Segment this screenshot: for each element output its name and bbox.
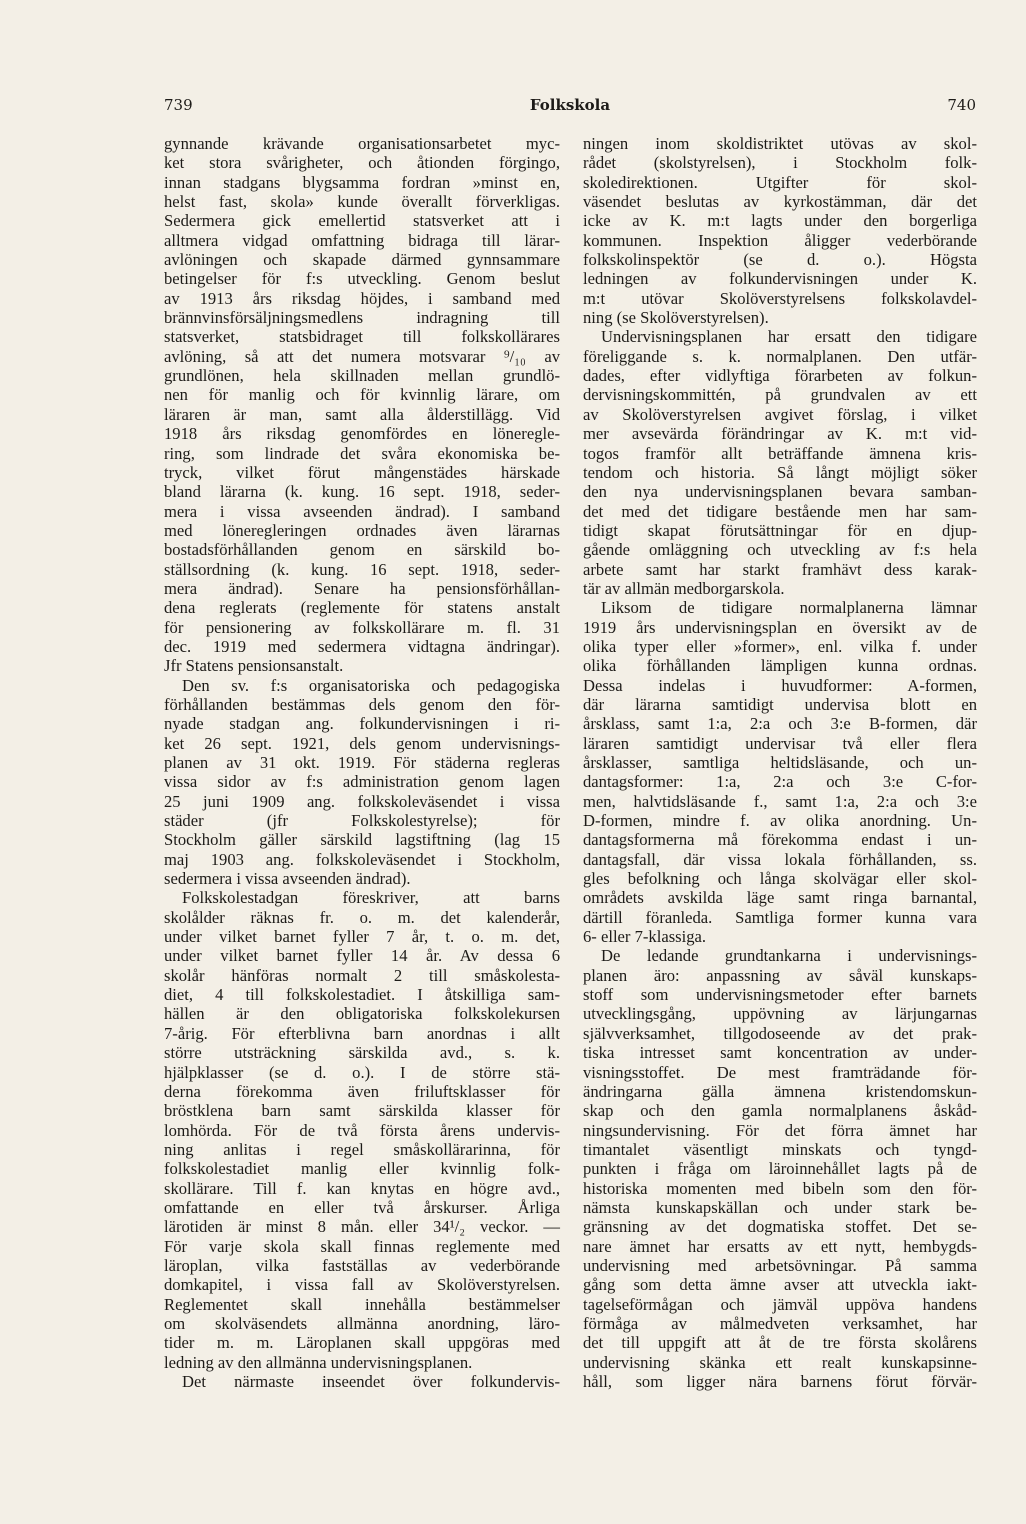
right-column-line: dantagsfall, där vissa lokala förhållanden, ss. bbox=[583, 849, 977, 869]
right-column-line: dervisningskommittén, på grundvalen av ett bbox=[583, 385, 977, 405]
right-column-line: gles befolkning och långa skolvägar eller skol- bbox=[583, 869, 977, 889]
right-column-line: men, halvtidsläsande f., samt 1:a, 2:a och 3:e bbox=[583, 791, 977, 811]
right-column-line: ning (se Skolöverstyrelsen). bbox=[583, 308, 769, 328]
left-column-line: nyade stadgan ang. folkundervisningen i ri- bbox=[164, 714, 560, 734]
left-column-line: städer (jfr Folkskolestyrelse); för bbox=[164, 811, 560, 831]
left-column-line: alltmera vidgad omfattning bidraga till lärar- bbox=[164, 230, 560, 250]
left-column-line: läraren är man, samt alla ålderstillägg. Vid bbox=[164, 404, 560, 424]
right-column-line: 1919 års undervisningsplan en översikt av de bbox=[583, 617, 977, 637]
right-column-line: Liksom de tidigare normalplanerna lämnar bbox=[601, 598, 977, 618]
left-column-line: betingelser för f:s utveckling. Genom beslut bbox=[164, 269, 560, 289]
right-column-line: gång som detta ämne avser att utveckla iakt- bbox=[583, 1275, 977, 1295]
left-column-line: ning anlitas i regel småskollärarinna, för bbox=[164, 1139, 560, 1159]
left-column-line: folkskolestadiet manlig eller kvinnlig folk- bbox=[164, 1159, 560, 1179]
right-column-line: förmåga av målmedveten verksamhet, har bbox=[583, 1313, 977, 1333]
right-column-line: ningen inom skoldistriktet utövas av skol- bbox=[583, 134, 977, 153]
left-column-line: större utsträckning särskilda avd., s. k. bbox=[164, 1043, 560, 1063]
left-column-line: mera ändrad). Senare ha pensionsförhållan- bbox=[164, 578, 560, 598]
right-column-line: visningsstoffet. De mest framträdande för- bbox=[583, 1062, 977, 1082]
right-column-line: dantagsformerna må förekomma endast i un- bbox=[583, 830, 977, 850]
left-column-line: hällen är den obligatoriska folkskolekursen bbox=[164, 1004, 560, 1024]
right-column-line: skoledirektionen. Utgifter för skol- bbox=[583, 172, 977, 192]
left-column-line: avlöningen och skapade därmed gynnsammare bbox=[164, 250, 560, 270]
left-column-line: Jfr Statens pensionsanstalt. bbox=[164, 656, 344, 676]
left-column-line: planen av 31 okt. 1919. För städerna regleras bbox=[164, 753, 560, 772]
left-column-line: Den sv. f:s organisatoriska och pedagogiska bbox=[182, 675, 560, 695]
left-column-line: av 1913 års riksdag höjdes, i samband med bbox=[164, 288, 560, 308]
right-column-line: väsendet beslutas av kyrkostämman, där det bbox=[583, 192, 977, 212]
left-column-line: ställsordning (k. kung. 16 sept. 1918, seder- bbox=[164, 559, 560, 579]
right-column-line: ningsundervisning. För det förra ämnet har bbox=[583, 1120, 977, 1140]
right-column-line: årsklasser, samtliga heltidsläsande, och un- bbox=[583, 753, 977, 772]
right-column-line: planen äro: anpassning av såväl kunskaps- bbox=[583, 965, 977, 985]
right-column-line: tagelseförmågan och jämväl uppöva handens bbox=[583, 1294, 977, 1314]
left-column-line: ring, som lindrade det svåra ekonomiska be- bbox=[164, 443, 560, 463]
right-column-line: De ledande grundtankarna i undervisnings- bbox=[601, 946, 977, 966]
left-column-line: för pensionering av folkskollärare m. fl. 31 bbox=[164, 617, 560, 637]
right-column-line: olika förhållanden lämpligen kunna ordnas. bbox=[583, 656, 977, 676]
left-column-line: brännvinsförsäljningsmedlens indragning till bbox=[164, 308, 560, 328]
left-column-line: ket stora svårigheter, och åtionden förgingo, bbox=[164, 153, 560, 173]
right-column-line: ledningen av folkundervisningen under K. bbox=[583, 269, 977, 289]
right-column-line: arbete samt har starkt framhävt dess karak- bbox=[583, 559, 977, 579]
left-column-line: läroplan, vilka fastställas av vederbörande bbox=[164, 1255, 560, 1275]
right-column-line: olika typer eller »former», enl. vilka f. under bbox=[583, 636, 977, 656]
left-text-column bbox=[164, 134, 560, 1391]
right-column-line: nare ämnet har ersatts av ett nytt, hembygds- bbox=[583, 1236, 977, 1256]
left-column-line: förhållanden bestämmas dels genom den för- bbox=[164, 694, 560, 714]
right-column-line: nämsta kunskapskällan och under stark be- bbox=[583, 1197, 977, 1217]
page-number-left: 739 bbox=[164, 96, 193, 114]
right-column-line: årsklass, samt 1:a, 2:a och 3:e B-formen, där bbox=[583, 714, 977, 734]
right-column-line: D-formen, mindre f. av olika anordning. Un- bbox=[583, 811, 977, 831]
left-column-line: skolår hänföras normalt 2 till småskolesta- bbox=[164, 965, 560, 985]
page-header bbox=[164, 96, 976, 120]
left-column-line: domkapitel, i vissa fall av Skolöverstyrelsen. bbox=[164, 1275, 560, 1295]
left-column-line: 25 juni 1909 ang. folkskoleväsendet i vissa bbox=[164, 791, 560, 811]
right-column-line: stoff som undervisningsmetoder efter barnets bbox=[583, 985, 977, 1005]
right-column-line: läraren samtidigt undervisar två eller flera bbox=[583, 733, 977, 753]
right-column-line: m:t utövar Skolöverstyrelsens folkskolavdel- bbox=[583, 288, 977, 308]
right-column-line: självverksamhet, tillgodoseende av det prak- bbox=[583, 1023, 977, 1043]
right-column-line: togos framför allt beträffande ämnena kris- bbox=[583, 443, 977, 463]
left-column-line: nen för manlig och för kvinnlig lärare, om bbox=[164, 385, 560, 405]
left-column-line: statsverket, statsbidraget till folkskollärares bbox=[164, 327, 560, 347]
left-column-line: maj 1903 ang. folkskoleväsendet i Stockholm, bbox=[164, 849, 560, 869]
page-number-right: 740 bbox=[947, 96, 976, 114]
left-column-line: bostadsförhållanden genom en särskild bo- bbox=[164, 540, 560, 560]
left-column-line: mera i vissa avseenden ändrad). I samband bbox=[164, 501, 560, 521]
right-column-line: föreliggande s. k. normalplanen. Den utfär- bbox=[583, 346, 977, 366]
left-column-line: avlöning, så att det numera motsvarar ⁹/₁₀ av bbox=[164, 346, 560, 366]
right-column-line: där lärarna samtidigt undervisa blott en bbox=[583, 694, 977, 714]
right-column-line: Dessa indelas i huvudformer: A-formen, bbox=[583, 675, 977, 695]
right-column-line: ändringarna gälla ämnena kristendomskun- bbox=[583, 1081, 977, 1101]
right-column-line: håll, som ligger nära barnens förut förvär- bbox=[583, 1372, 977, 1391]
left-column-line: ket 26 sept. 1921, dels genom undervisnings- bbox=[164, 733, 560, 753]
left-column-line: ledning av den allmänna undervisningsplanen. bbox=[164, 1352, 473, 1372]
left-column-line: under vilket barnet fyller 7 år, t. o. m. det, bbox=[164, 927, 560, 947]
right-column-line: det till uppgift att åt de tre första skolårens bbox=[583, 1333, 977, 1353]
right-column-line: tendom och historia. Så långt möjligt söker bbox=[583, 462, 977, 482]
left-column-line: dena reglerats (reglemente för statens anstalt bbox=[164, 598, 560, 618]
left-column-line: grundlönen, hela skillnaden mellan grundlö- bbox=[164, 366, 560, 386]
right-column-line: gående omläggning och utveckling av f:s hela bbox=[583, 540, 977, 560]
right-column-line: punkten i fråga om läroinnehållet lagts på de bbox=[583, 1159, 977, 1179]
right-column-line: icke av K. m:t lagts under den borgerliga bbox=[583, 211, 977, 231]
right-column-line: kommunen. Inspektion åligger vederbörande bbox=[583, 230, 977, 250]
left-column-line: innan stadgans blygsamma fordran »minst en, bbox=[164, 172, 560, 192]
right-column-line: den nya undervisningsplanen bevara samban- bbox=[583, 482, 977, 502]
left-column-line: Sedermera gick emellertid statsverket att i bbox=[164, 211, 560, 231]
right-column-line: tiska intresset samt koncentration av under- bbox=[583, 1043, 977, 1063]
left-column-line: Reglementet skall innehålla bestämmelser bbox=[164, 1294, 560, 1314]
left-column-line: bröstklena barn samt särskilda klasser för bbox=[164, 1101, 560, 1121]
right-column-line: historiska momenten med bibeln som den för- bbox=[583, 1178, 977, 1198]
left-column-line: med löneregleringen ordnades även lärarnas bbox=[164, 520, 560, 540]
right-column-line: undervisning med arbetsövningar. På samma bbox=[583, 1255, 977, 1275]
right-column-line: mer avsevärda förändringar av K. m:t vid- bbox=[583, 424, 977, 444]
left-column-line: tryck, vilket förut mångenstädes härskade bbox=[164, 462, 560, 482]
right-column-line: folkskolinspektör (se d. o.). Högsta bbox=[583, 250, 977, 270]
left-column-line: diet, 4 till folkskolestadiet. I åtskilliga sam- bbox=[164, 985, 560, 1005]
right-column-line: av Skolöverstyrelsen avgivet förslag, i vilket bbox=[583, 404, 977, 424]
right-column-line: dades, efter vidlyftiga förarbeten av folkun- bbox=[583, 366, 977, 386]
right-column-line: det med det tidigare bestående men har sam- bbox=[583, 501, 977, 521]
left-column-line: helst fast, skola» kunde överallt förverkligas. bbox=[164, 192, 560, 212]
right-column-line: dantagsformer: 1:a, 2:a och 3:e C-for- bbox=[583, 772, 977, 792]
left-column-line: skollärare. Till f. kan knytas en högre avd., bbox=[164, 1178, 560, 1198]
right-column-line: områdets avskilda läge samt ringa barnantal, bbox=[583, 888, 977, 908]
left-column-line: sedermera i vissa avseenden ändrad). bbox=[164, 869, 411, 889]
right-text-column bbox=[583, 134, 977, 1391]
left-column-line: Stockholm gäller särskild lagstiftning (lag 15 bbox=[164, 830, 560, 850]
right-column-line: skap och den gamla normalplanens åskåd- bbox=[583, 1101, 977, 1121]
right-column-line: utvecklingsgång, uppövning av lärjungarnas bbox=[583, 1004, 977, 1024]
left-column-line: hjälpklasser (se d. o.). I de större stä- bbox=[164, 1062, 560, 1082]
left-column-line: 7-årig. För efterblivna barn anordnas i allt bbox=[164, 1023, 560, 1043]
left-column-line: bland lärarna (k. kung. 16 sept. 1918, seder- bbox=[164, 482, 560, 502]
left-column-line: under vilket barnet fyller 14 år. Av dessa 6 bbox=[164, 946, 560, 966]
right-column-line: undervisning skänka ett realt kunskapsinne- bbox=[583, 1352, 977, 1372]
left-column-line: om skolväsendets allmänna anordning, läro- bbox=[164, 1313, 560, 1333]
left-column-line: För varje skola skall finnas reglemente med bbox=[164, 1236, 560, 1256]
left-column-line: 1918 års riksdag genomfördes en löneregle- bbox=[164, 424, 560, 444]
left-column-line: dec. 1919 med sedermera vidtagna ändringar). bbox=[164, 636, 560, 656]
left-column-line: tider m. m. Läroplanen skall uppgöras med bbox=[164, 1333, 560, 1353]
left-column-line: skolålder räknas fr. o. m. det kalenderår, bbox=[164, 907, 560, 927]
right-column-line: gränsning av det dogmatiska stoffet. Det se- bbox=[583, 1217, 977, 1237]
right-column-line: rådet (skolstyrelsen), i Stockholm folk- bbox=[583, 153, 977, 173]
right-column-line: 6- eller 7-klassiga. bbox=[583, 927, 707, 947]
right-column-line: tär av allmän medborgarskola. bbox=[583, 578, 785, 598]
left-column-line: vissa sidor av f:s administration genom lagen bbox=[164, 772, 560, 792]
running-title: Folkskola bbox=[529, 96, 611, 114]
right-column-line: timantalet väsentligt minskats och tyngd- bbox=[583, 1139, 977, 1159]
left-column-line: gynnande krävande organisationsarbetet myc- bbox=[164, 134, 560, 153]
left-column-line: derna förekomma även friluftsklasser för bbox=[164, 1081, 560, 1101]
right-column-line: tidigt skapat förutsättningar för en djup- bbox=[583, 520, 977, 540]
right-column-line: därtill föranleda. Samtliga former kunna vara bbox=[583, 907, 977, 927]
left-column-line: omfattande en eller två årskurser. Årliga bbox=[164, 1197, 560, 1217]
left-column-line: lomhörda. För de två första årens undervis- bbox=[164, 1120, 560, 1140]
right-column-line: Undervisningsplanen har ersatt den tidigare bbox=[601, 327, 977, 347]
left-column-line: Folkskolestadgan föreskriver, att barns bbox=[182, 888, 560, 908]
left-column-line: Det närmaste inseendet över folkundervis- bbox=[182, 1372, 560, 1391]
left-column-line: lärotiden är minst 8 mån. eller 34¹/₂ veckor. — bbox=[164, 1217, 560, 1237]
